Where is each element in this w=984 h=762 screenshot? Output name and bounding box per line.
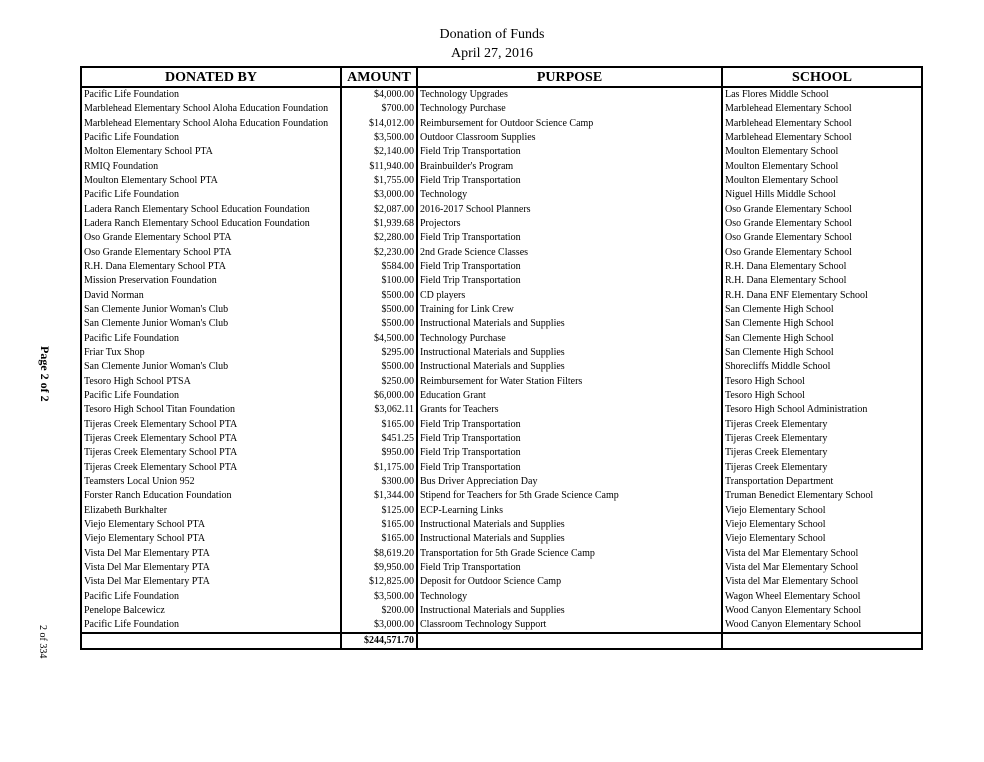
cell-school: Shorecliffs Middle School — [722, 360, 922, 374]
cell-school: San Clemente High School — [722, 346, 922, 360]
cell-purpose: Instructional Materials and Supplies — [417, 604, 722, 618]
cell-purpose: CD players — [417, 289, 722, 303]
cell-donor: Tijeras Creek Elementary School PTA — [81, 418, 341, 432]
cell-donor: Forster Ranch Education Foundation — [81, 489, 341, 503]
cell-amount: $2,280.00 — [341, 231, 417, 245]
table-row — [81, 160, 922, 174]
table-row — [81, 246, 922, 260]
cell-donor: Vista Del Mar Elementary PTA — [81, 561, 341, 575]
cell-school: Tijeras Creek Elementary — [722, 446, 922, 460]
cell-donor: San Clemente Junior Woman's Club — [81, 303, 341, 317]
cell-donor: Pacific Life Foundation — [81, 618, 341, 633]
document-title: Donation of Funds — [439, 27, 545, 42]
cell-purpose: Deposit for Outdoor Science Camp — [417, 575, 722, 589]
cell-school: R.H. Dana Elementary School — [722, 260, 922, 274]
cell-purpose: Field Trip Transportation — [417, 145, 722, 159]
table-row — [81, 418, 922, 432]
table-row — [81, 260, 922, 274]
column-header-amount: AMOUNT — [341, 67, 417, 87]
cell-school: Marblehead Elementary School — [722, 117, 922, 131]
table-row — [81, 489, 922, 503]
cell-purpose: Stipend for Teachers for 5th Grade Science Camp — [417, 489, 722, 503]
cell-donor: Viejo Elementary School PTA — [81, 518, 341, 532]
cell-purpose: Outdoor Classroom Supplies — [417, 131, 722, 145]
cell-school: Oso Grande Elementary School — [722, 217, 922, 231]
cell-amount: $165.00 — [341, 418, 417, 432]
table-row — [81, 303, 922, 317]
cell-school: R.H. Dana ENF Elementary School — [722, 289, 922, 303]
cell-donor: Tesoro High School PTSA — [81, 375, 341, 389]
cell-purpose: Field Trip Transportation — [417, 174, 722, 188]
table-row — [81, 360, 922, 374]
cell-school: Tesoro High School Administration — [722, 403, 922, 417]
total-empty-cell — [81, 633, 341, 649]
cell-amount: $14,012.00 — [341, 117, 417, 131]
cell-amount: $295.00 — [341, 346, 417, 360]
cell-amount: $500.00 — [341, 317, 417, 331]
total-empty-cell — [722, 633, 922, 649]
cell-school: Marblehead Elementary School — [722, 102, 922, 116]
column-header-school: SCHOOL — [722, 67, 922, 87]
cell-amount: $1,175.00 — [341, 461, 417, 475]
cell-donor: Moulton Elementary School PTA — [81, 174, 341, 188]
cell-donor: Marblehead Elementary School Aloha Education Foundation — [81, 117, 341, 131]
cell-donor: Ladera Ranch Elementary School Education Foundation — [81, 203, 341, 217]
table-row — [81, 589, 922, 603]
cell-purpose: Field Trip Transportation — [417, 274, 722, 288]
table-row — [81, 87, 922, 102]
cell-purpose: Field Trip Transportation — [417, 561, 722, 575]
cell-purpose: Field Trip Transportation — [417, 432, 722, 446]
cell-amount: $8,619.20 — [341, 547, 417, 561]
document-date: April 27, 2016 — [450, 46, 534, 61]
cell-purpose: Reimbursement for Water Station Filters — [417, 375, 722, 389]
cell-school: R.H. Dana Elementary School — [722, 274, 922, 288]
cell-donor: Pacific Life Foundation — [81, 332, 341, 346]
cell-donor: Molton Elementary School PTA — [81, 145, 341, 159]
cell-school: Niguel Hills Middle School — [722, 188, 922, 202]
cell-purpose: Field Trip Transportation — [417, 446, 722, 460]
table-row — [81, 174, 922, 188]
cell-purpose: Technology Upgrades — [417, 87, 722, 102]
cell-donor: Penelope Balcewicz — [81, 604, 341, 618]
cell-amount: $6,000.00 — [341, 389, 417, 403]
cell-amount: $165.00 — [341, 518, 417, 532]
table-row — [81, 561, 922, 575]
cell-amount: $2,140.00 — [341, 145, 417, 159]
cell-purpose: Instructional Materials and Supplies — [417, 346, 722, 360]
cell-amount: $500.00 — [341, 360, 417, 374]
cell-donor: Vista Del Mar Elementary PTA — [81, 575, 341, 589]
cell-donor: Vista Del Mar Elementary PTA — [81, 547, 341, 561]
cell-purpose: Education Grant — [417, 389, 722, 403]
cell-school: Tijeras Creek Elementary — [722, 461, 922, 475]
cell-purpose: Brainbuilder's Program — [417, 160, 722, 174]
table-row — [81, 188, 922, 202]
cell-donor: Oso Grande Elementary School PTA — [81, 231, 341, 245]
cell-amount: $4,500.00 — [341, 332, 417, 346]
header-row — [81, 67, 922, 87]
table-row — [81, 547, 922, 561]
cell-school: Transportation Department — [722, 475, 922, 489]
cell-purpose: 2nd Grade Science Classes — [417, 246, 722, 260]
cell-school: Oso Grande Elementary School — [722, 246, 922, 260]
cell-amount: $100.00 — [341, 274, 417, 288]
cell-school: Marblehead Elementary School — [722, 131, 922, 145]
table-row — [81, 504, 922, 518]
cell-school: Tesoro High School — [722, 389, 922, 403]
cell-school: San Clemente High School — [722, 332, 922, 346]
cell-donor: San Clemente Junior Woman's Club — [81, 317, 341, 331]
cell-amount: $3,000.00 — [341, 188, 417, 202]
cell-donor: Pacific Life Foundation — [81, 131, 341, 145]
table-row — [81, 131, 922, 145]
cell-purpose: Field Trip Transportation — [417, 260, 722, 274]
cell-purpose: 2016-2017 School Planners — [417, 203, 722, 217]
cell-amount: $3,000.00 — [341, 618, 417, 633]
total-amount: $244,571.70 — [341, 633, 417, 649]
cell-school: Oso Grande Elementary School — [722, 203, 922, 217]
cell-amount: $950.00 — [341, 446, 417, 460]
cell-amount: $1,755.00 — [341, 174, 417, 188]
cell-donor: Tijeras Creek Elementary School PTA — [81, 446, 341, 460]
cell-donor: Pacific Life Foundation — [81, 389, 341, 403]
cell-amount: $9,950.00 — [341, 561, 417, 575]
cell-purpose: ECP-Learning Links — [417, 504, 722, 518]
table-row — [81, 461, 922, 475]
table-row — [81, 145, 922, 159]
cell-donor: Pacific Life Foundation — [81, 188, 341, 202]
cell-amount: $300.00 — [341, 475, 417, 489]
cell-purpose: Instructional Materials and Supplies — [417, 532, 722, 546]
cell-school: San Clemente High School — [722, 317, 922, 331]
cell-purpose: Field Trip Transportation — [417, 231, 722, 245]
page-count-label: 2 of 334 — [37, 625, 48, 659]
cell-amount: $12,825.00 — [341, 575, 417, 589]
total-row — [81, 633, 922, 649]
cell-amount: $165.00 — [341, 532, 417, 546]
cell-donor: Mission Preservation Foundation — [81, 274, 341, 288]
cell-amount: $200.00 — [341, 604, 417, 618]
table-row — [81, 403, 922, 417]
cell-school: Viejo Elementary School — [722, 532, 922, 546]
table-row — [81, 532, 922, 546]
cell-donor: Pacific Life Foundation — [81, 589, 341, 603]
cell-donor: Tijeras Creek Elementary School PTA — [81, 432, 341, 446]
cell-amount: $2,230.00 — [341, 246, 417, 260]
cell-school: Wood Canyon Elementary School — [722, 604, 922, 618]
cell-school: Vista del Mar Elementary School — [722, 547, 922, 561]
cell-school: Oso Grande Elementary School — [722, 231, 922, 245]
cell-amount: $2,087.00 — [341, 203, 417, 217]
cell-amount: $3,500.00 — [341, 589, 417, 603]
total-empty-cell — [417, 633, 722, 649]
cell-amount: $500.00 — [341, 303, 417, 317]
cell-amount: $250.00 — [341, 375, 417, 389]
cell-school: Las Flores Middle School — [722, 87, 922, 102]
cell-school: Wagon Wheel Elementary School — [722, 589, 922, 603]
cell-purpose: Instructional Materials and Supplies — [417, 317, 722, 331]
cell-school: Moulton Elementary School — [722, 145, 922, 159]
cell-donor: Oso Grande Elementary School PTA — [81, 246, 341, 260]
cell-donor: RMIQ Foundation — [81, 160, 341, 174]
cell-school: Wood Canyon Elementary School — [722, 618, 922, 633]
cell-purpose: Technology Purchase — [417, 332, 722, 346]
table-row — [81, 332, 922, 346]
cell-school: Vista del Mar Elementary School — [722, 561, 922, 575]
cell-purpose: Instructional Materials and Supplies — [417, 360, 722, 374]
cell-amount: $4,000.00 — [341, 87, 417, 102]
cell-purpose: Field Trip Transportation — [417, 418, 722, 432]
table-row — [81, 317, 922, 331]
donations-body — [81, 87, 922, 649]
table-row — [81, 575, 922, 589]
cell-donor: R.H. Dana Elementary School PTA — [81, 260, 341, 274]
cell-purpose: Classroom Technology Support — [417, 618, 722, 633]
cell-school: Truman Benedict Elementary School — [722, 489, 922, 503]
cell-donor: Viejo Elementary School PTA — [81, 532, 341, 546]
table-row — [81, 346, 922, 360]
table-row — [81, 475, 922, 489]
cell-school: Tijeras Creek Elementary — [722, 432, 922, 446]
table-row — [81, 432, 922, 446]
cell-school: Vista del Mar Elementary School — [722, 575, 922, 589]
table-row — [81, 217, 922, 231]
cell-amount: $125.00 — [341, 504, 417, 518]
cell-amount: $700.00 — [341, 102, 417, 116]
table-row — [81, 604, 922, 618]
cell-amount: $3,062.11 — [341, 403, 417, 417]
donations-table — [80, 66, 923, 650]
cell-donor: Friar Tux Shop — [81, 346, 341, 360]
cell-donor: Teamsters Local Union 952 — [81, 475, 341, 489]
cell-amount: $1,344.00 — [341, 489, 417, 503]
cell-school: Tesoro High School — [722, 375, 922, 389]
cell-purpose: Grants for Teachers — [417, 403, 722, 417]
cell-purpose: Field Trip Transportation — [417, 461, 722, 475]
table-row — [81, 518, 922, 532]
cell-donor: David Norman — [81, 289, 341, 303]
cell-school: Tijeras Creek Elementary — [722, 418, 922, 432]
cell-purpose: Training for Link Crew — [417, 303, 722, 317]
table-row — [81, 117, 922, 131]
table-row — [81, 289, 922, 303]
cell-school: Moulton Elementary School — [722, 174, 922, 188]
column-header-donated-by: DONATED BY — [81, 67, 341, 87]
table-row — [81, 618, 922, 633]
cell-donor: Tesoro High School Titan Foundation — [81, 403, 341, 417]
cell-donor: San Clemente Junior Woman's Club — [81, 360, 341, 374]
table-row — [81, 203, 922, 217]
table-row — [81, 446, 922, 460]
cell-purpose: Technology — [417, 188, 722, 202]
cell-school: Viejo Elementary School — [722, 504, 922, 518]
cell-amount: $3,500.00 — [341, 131, 417, 145]
table-row — [81, 375, 922, 389]
table-row — [81, 389, 922, 403]
cell-purpose: Projectors — [417, 217, 722, 231]
page-label: Page 2 of 2 — [38, 346, 52, 402]
cell-purpose: Transportation for 5th Grade Science Camp — [417, 547, 722, 561]
cell-amount: $11,940.00 — [341, 160, 417, 174]
cell-purpose: Technology — [417, 589, 722, 603]
cell-amount: $1,939.68 — [341, 217, 417, 231]
cell-amount: $500.00 — [341, 289, 417, 303]
cell-donor: Marblehead Elementary School Aloha Education Foundation — [81, 102, 341, 116]
cell-donor: Pacific Life Foundation — [81, 87, 341, 102]
cell-donor: Ladera Ranch Elementary School Education Foundation — [81, 217, 341, 231]
cell-school: San Clemente High School — [722, 303, 922, 317]
cell-purpose: Technology Purchase — [417, 102, 722, 116]
table-row — [81, 274, 922, 288]
cell-purpose: Instructional Materials and Supplies — [417, 518, 722, 532]
cell-purpose: Reimbursement for Outdoor Science Camp — [417, 117, 722, 131]
cell-donor: Tijeras Creek Elementary School PTA — [81, 461, 341, 475]
cell-amount: $451.25 — [341, 432, 417, 446]
table-row — [81, 231, 922, 245]
cell-school: Viejo Elementary School — [722, 518, 922, 532]
cell-donor: Elizabeth Burkhalter — [81, 504, 341, 518]
cell-purpose: Bus Driver Appreciation Day — [417, 475, 722, 489]
cell-amount: $584.00 — [341, 260, 417, 274]
table-row — [81, 102, 922, 116]
column-header-purpose: PURPOSE — [417, 67, 722, 87]
cell-school: Moulton Elementary School — [722, 160, 922, 174]
